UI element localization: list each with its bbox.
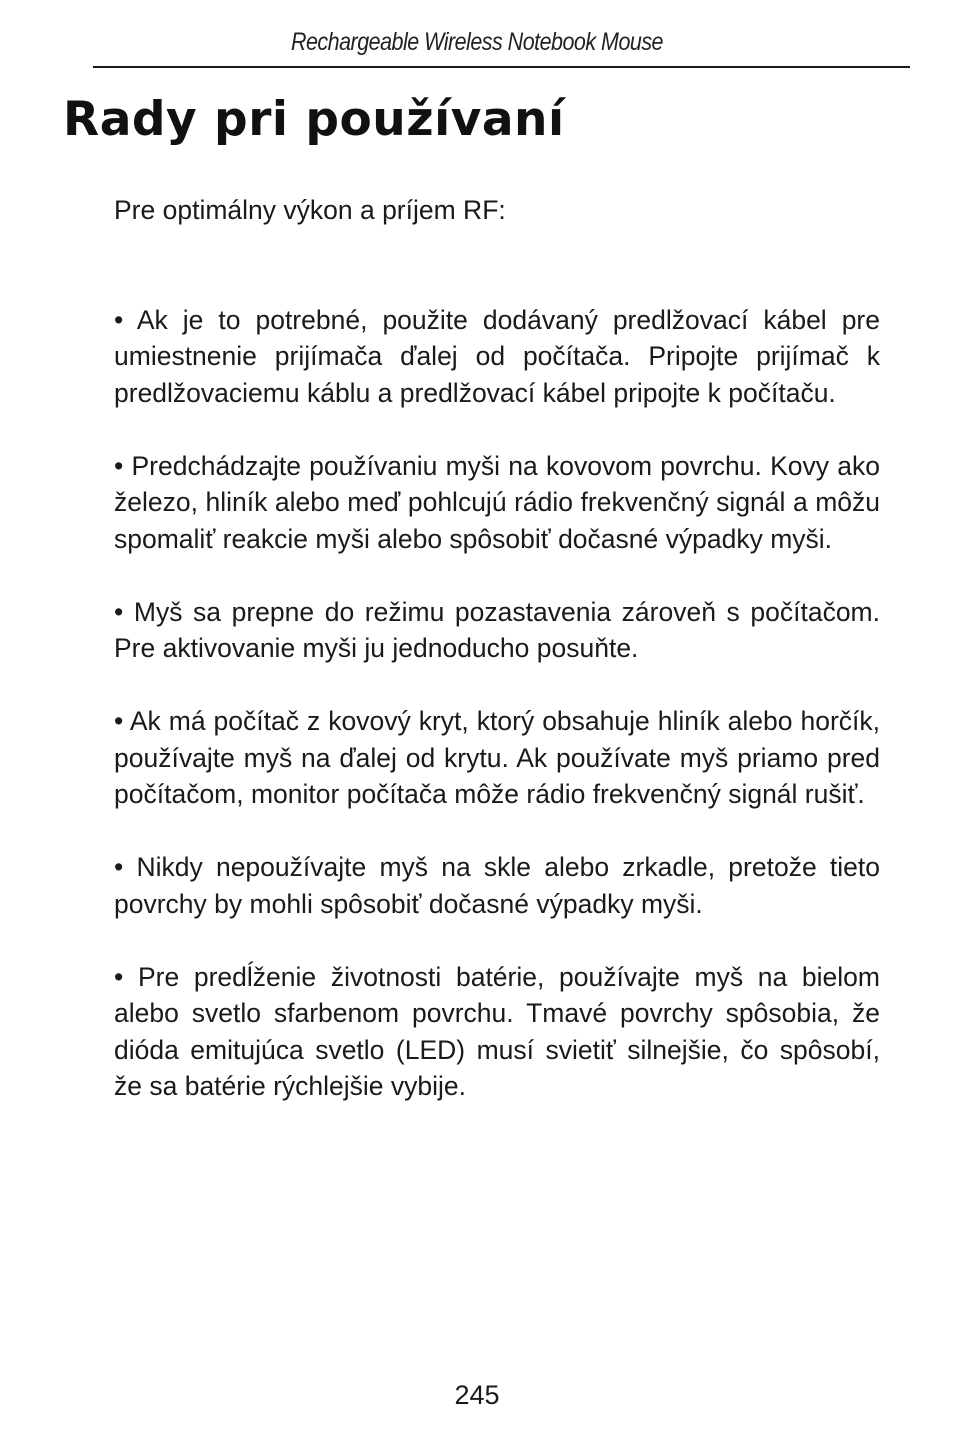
tip-item: • Myš sa prepne do režimu pozastavenia zároveň s počítačom. Pre aktivovanie myši ju jednoducho posuňte. [114,596,880,663]
tip-item: • Ak má počítač z kovový kryt, ktorý obsahuje hliník alebo horčík, používajte myš na ďalej od krytu. Ak používate myš priamo pred počítačom, monitor počítača môže rádio frekvenčný signál rušiť. [114,706,880,809]
page-title: Rady pri používaní [63,92,565,147]
intro-text: Pre optimálny výkon a príjem RF: [114,195,506,225]
body-content [114,192,880,1141]
tip-item: • Pre predĺženie životnosti batérie, používajte myš na bielom alebo svetlo sfarbenom povrchu. Tmavé povrchy spôsobia, že dióda emitujúca svetlo (LED) musí svietiť silnejšie, čo spôsobí, že sa batérie rýchlejšie vybije. [114,961,880,1101]
header-divider [93,66,910,68]
running-header: Rechargeable Wireless Notebook Mouse [290,28,664,56]
tip-item: • Predchádzajte používaniu myši na kovovom povrchu. Kovy ako železo, hliník alebo meď pohlcujú rádio frekvenčný signál a môžu spomaliť reakcie myši alebo spôsobiť dočasné výpadky myši. [114,450,880,554]
tip-item: • Ak je to potrebné, použite dodávaný predlžovací kábel pre umiestnenie prijímača ďalej od počítača. Pripojte prijímač k predlžovaciemu káblu a predlžovací kábel pripojte k počítaču. [114,304,880,408]
page-number: 245 [454,1380,500,1410]
tip-item: • Nikdy nepoužívajte myš na skle alebo zrkadle, pretože tieto povrchy by mohli spôsobiť dočasné výpadky myši. [114,852,880,919]
